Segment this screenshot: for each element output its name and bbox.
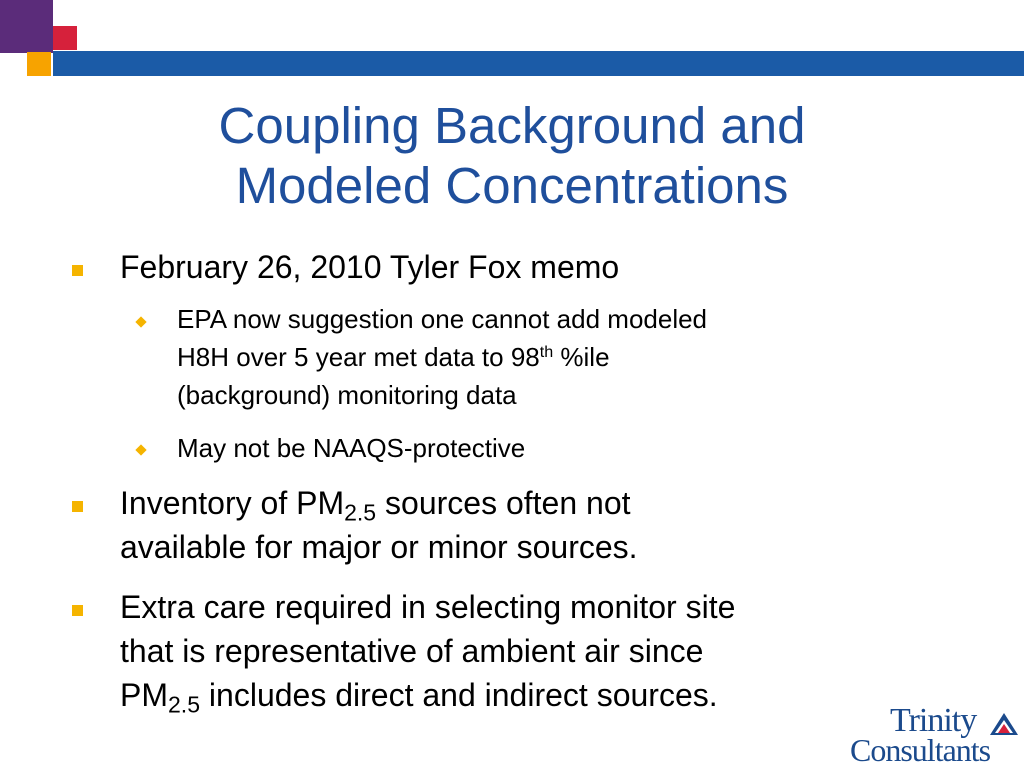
logo-line1: Trinity	[890, 702, 977, 739]
sub-bullet-1	[177, 300, 707, 414]
sub-bullet-1-line1: EPA now suggestion one cannot add modeled	[177, 304, 708, 334]
bullet-3-line3-pre: PM	[120, 677, 168, 713]
sub-bullet-marker-2	[135, 444, 146, 455]
slide-title-line2: Modeled Concentrations	[235, 157, 789, 214]
sub-bullet-1-line2-post: %ile	[553, 342, 610, 372]
header-blue-band	[53, 51, 1024, 76]
bullet-3-line3-post: includes direct and indirect sources.	[200, 677, 718, 713]
company-logo	[850, 704, 1020, 766]
sub-bullet-1-line3: (background) monitoring data	[177, 380, 517, 410]
bullet-3	[120, 585, 735, 717]
bullet-2	[120, 481, 638, 569]
header-purple-square	[0, 0, 53, 53]
bullet-1	[120, 245, 619, 289]
triangle-logo-icon	[989, 712, 1019, 736]
bullet-3-line1: Extra care required in selecting monitor site	[120, 589, 736, 625]
slide-title	[100, 96, 924, 216]
bullet-1-text: February 26, 2010 Tyler Fox memo	[120, 249, 620, 285]
bullet-3-line2: that is representative of ambient air since	[120, 633, 704, 669]
bullet-3-sub: 2.5	[168, 691, 201, 718]
bullet-marker-1	[72, 265, 83, 276]
sub-bullet-2-text: May not be NAAQS-protective	[177, 433, 526, 463]
header-orange-square	[27, 52, 51, 76]
sub-bullet-1-sup: th	[539, 343, 554, 362]
bullet-2-line2: available for major or minor sources.	[120, 529, 638, 565]
bullet-2-sub: 2.5	[344, 499, 377, 526]
sub-bullet-2	[177, 429, 525, 467]
sub-bullet-1-line2-pre: H8H over 5 year met data to 98	[177, 342, 540, 372]
header-red-square	[53, 26, 77, 50]
slide-title-line1: Coupling Background and	[218, 97, 806, 154]
bullet-marker-3	[72, 605, 83, 616]
bullet-2-line1-pre: Inventory of PM	[120, 485, 345, 521]
bullet-marker-2	[72, 501, 83, 512]
bullet-2-line1-post: sources often not	[376, 485, 631, 521]
logo-line2: Consultants	[850, 732, 991, 768]
sub-bullet-marker-1	[135, 316, 146, 327]
